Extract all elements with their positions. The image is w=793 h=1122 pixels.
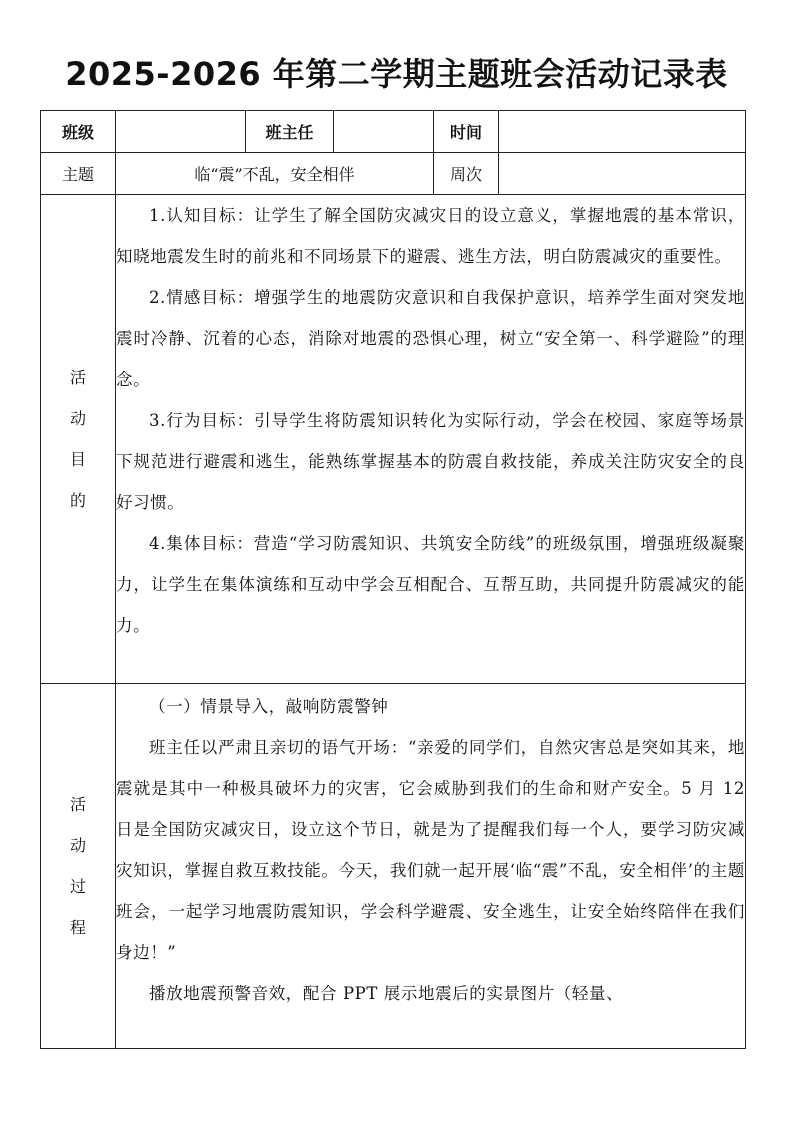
goals-label-char: 活 <box>69 368 86 387</box>
goals-label <box>41 195 116 684</box>
goals-label-char: 的 <box>69 491 86 510</box>
week-label: 周次 <box>434 153 499 195</box>
header-row <box>41 111 746 153</box>
goals-label-char: 目 <box>69 450 86 469</box>
theme-row <box>41 153 746 195</box>
class-label: 班级 <box>41 111 116 153</box>
process-content <box>116 684 746 1049</box>
process-label-char: 程 <box>69 918 86 937</box>
process-label <box>41 684 116 1049</box>
class-value[interactable] <box>116 111 246 153</box>
teacher-label: 班主任 <box>246 111 334 153</box>
process-ppt-paragraph: 播放地震预警音效，配合 PPT 展示地震后的实景图片（轻量、 <box>149 984 624 1003</box>
goal-behavioral: 3.行为目标：引导学生将防震知识转化为实际行动，学会在校园、家庭等场景下规范进行避震和逃生，能熟练掌握基本的防震自救技能，养成关注防灾安全的良好习惯。 <box>116 411 745 512</box>
goal-cognitive: 1.认知目标：让学生了解全国防灾减灾日的设立意义，掌握地震的基本常识，知晓地震发生时的前兆和不同场景下的避震、逃生方法，明白防震减灾的重要性。 <box>116 206 745 266</box>
theme-label: 主题 <box>41 153 116 195</box>
record-table <box>40 110 746 1049</box>
process-label-char: 动 <box>69 836 86 855</box>
process-row <box>41 684 746 1049</box>
goals-content <box>116 195 746 684</box>
process-intro-paragraph: 班主任以严肃且亲切的语气开场：“亲爱的同学们，自然灾害总是突如其来，地震就是其中一种极具破坏力的灾害，它会威胁到我们的生命和财产安全。5 月 12 日是全国防灾减灾日，设立这个节日，就是为了提醒我们每一个人，要学习防灾减灾知识，掌握自救互救技能。今天，我们就一起开展‘临“震”不乱，安全相伴’的主题班会，一起学习地震防震知识，学会科学避震、安全逃生，让安全始终陪伴在我们身边！” <box>116 738 745 962</box>
week-value[interactable] <box>499 153 746 195</box>
process-label-char: 活 <box>69 795 86 814</box>
time-label: 时间 <box>434 111 499 153</box>
goals-row <box>41 195 746 684</box>
teacher-value[interactable] <box>334 111 434 153</box>
theme-value: 临“震”不乱，安全相伴 <box>116 153 434 195</box>
page-title: 2025-2026 年第二学期主题班会活动记录表 <box>65 55 728 93</box>
process-label-char: 过 <box>69 877 86 896</box>
goal-emotional: 2.情感目标：增强学生的地震防灾意识和自我保护意识，培养学生面对突发地震时冷静、沉着的心态，消除对地震的恐惧心理，树立“安全第一、科学避险”的理念。 <box>116 288 745 389</box>
goals-label-char: 动 <box>69 409 86 428</box>
process-subheading: （一）情景导入，敲响防震警钟 <box>149 697 389 716</box>
time-value[interactable] <box>499 111 746 153</box>
goal-collective: 4.集体目标：营造“学习防震知识、共筑安全防线”的班级氛围，增强班级凝聚力，让学生在集体演练和互动中学会互相配合、互帮互助，共同提升防震减灾的能力。 <box>116 534 745 635</box>
